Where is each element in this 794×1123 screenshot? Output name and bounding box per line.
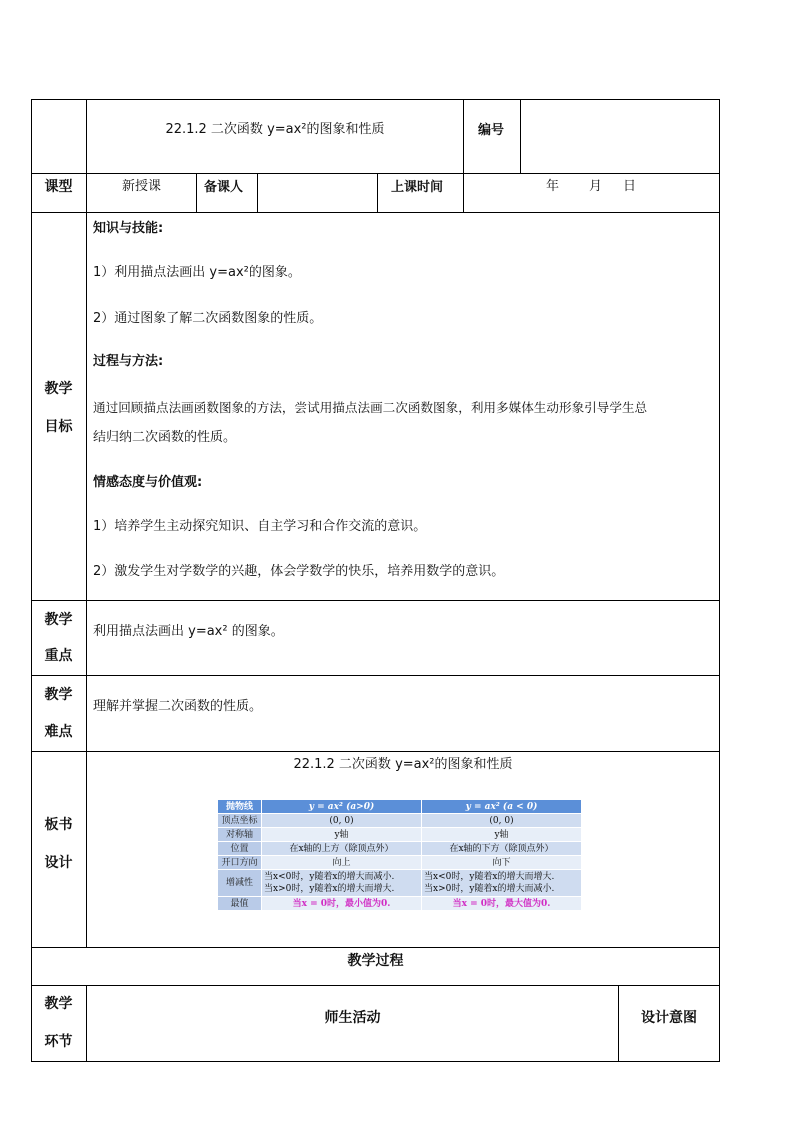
number-label: 编号 [478,123,505,138]
preparer-label: 备课人 [204,180,244,195]
table-header-cell: y = ax² (a < 0) [422,800,582,814]
process-item-1: 通过回顾描点法画函数图象的方法，尝试用描点法画二次函数图象，利用多媒体生动形象引导学生总 [93,400,648,415]
table-header-cell: y = ax² (a>0) [262,800,422,814]
knowledge-item-2: 2）通过图象了解二次函数图象的性质。 [93,311,323,326]
table-row [218,870,582,897]
knowledge-heading: 知识与技能: [93,221,164,236]
row-name: 开口方向 [218,856,262,870]
process-heading: 过程与方法: [93,354,164,369]
table-row [218,856,582,870]
board-title: 22.1.2 二次函数 y=ax²的图象和性质 [293,757,513,772]
class-time-label: 上课时间 [391,180,444,195]
monotonic-line-1: 当x<0时，y随着x的增大而减小. [264,872,395,882]
objectives-label-line2: 目标 [44,419,73,435]
parabola-properties-table [217,799,582,911]
cell-negative: y轴 [422,828,582,842]
objectives-label-line1: 教学 [44,381,73,397]
intent-label: 设计意图 [641,1010,697,1026]
process-item-2: 结归纳二次函数的性质。 [93,430,237,445]
cell-positive [262,870,422,897]
cell-negative: 当x = 0时，最大值为0. [422,897,582,911]
table-header-cell: 抛物线 [218,800,262,814]
course-type-value: 新授课 [121,179,161,194]
row-name: 增减性 [218,870,262,897]
table-row [218,842,582,856]
lesson-title: 22.1.2 二次函数 y=ax²的图象和性质 [165,122,385,137]
table-row [218,897,582,911]
knowledge-item-1: 1）利用描点法画出 y=ax²的图象。 [93,265,301,280]
difficulty-label-line2: 难点 [44,724,73,740]
key-point-label-line2: 重点 [44,648,73,664]
date-month: 月 [589,179,603,194]
emotion-item-2: 2）激发学生对学数学的兴趣，体会学数学的快乐，培养用数学的意识。 [93,564,505,579]
monotonic-line-1: 当x<0时，y随着x的增大而增大. [424,872,555,882]
emotion-item-1: 1）培养学生主动探究知识、自主学习和合作交流的意识。 [93,519,427,534]
difficulty-label-line1: 教学 [44,687,73,703]
difficulty-content: 理解并掌握二次函数的性质。 [93,699,263,714]
table-row [218,828,582,842]
board-label-line1: 板书 [44,817,73,833]
cell-negative: 在x轴的下方（除顶点外） [422,842,582,856]
table-header-row [218,800,582,814]
activity-label: 师生活动 [324,1010,381,1026]
emotion-heading: 情感态度与价值观: [93,475,203,490]
table-row [218,814,582,828]
teaching-process-title: 教学过程 [347,953,404,969]
date-day: 日 [623,179,637,194]
cell-positive: 当x = 0时，最小值为0. [262,897,422,911]
cell-positive: 向上 [262,856,422,870]
section-label-line2: 环节 [44,1034,73,1050]
course-type-label: 课型 [44,179,73,195]
monotonic-line-2: 当x>0时，y随着x的增大而增大. [264,884,395,894]
row-name: 最值 [218,897,262,911]
monotonic-line-2: 当x>0时，y随着x的增大而减小. [424,884,555,894]
cell-negative [422,870,582,897]
date-year: 年 [546,179,560,194]
objectives-label [31,370,86,446]
row-name: 对称轴 [218,828,262,842]
key-point-content: 利用描点法画出 y=ax² 的图象。 [93,624,284,639]
cell-negative: (0, 0) [422,814,582,828]
cell-positive: (0, 0) [262,814,422,828]
key-point-label-line1: 教学 [44,612,73,628]
board-label [31,806,86,882]
cell-positive: 在x轴的上方（除顶点外） [262,842,422,856]
row-name: 顶点坐标 [218,814,262,828]
cell-positive: y轴 [262,828,422,842]
section-label-line1: 教学 [44,996,73,1012]
board-label-line2: 设计 [44,855,73,871]
cell-negative: 向下 [422,856,582,870]
section-label [31,985,86,1061]
key-point-label [31,602,86,674]
row-name: 位置 [218,842,262,856]
difficulty-label [31,677,86,751]
